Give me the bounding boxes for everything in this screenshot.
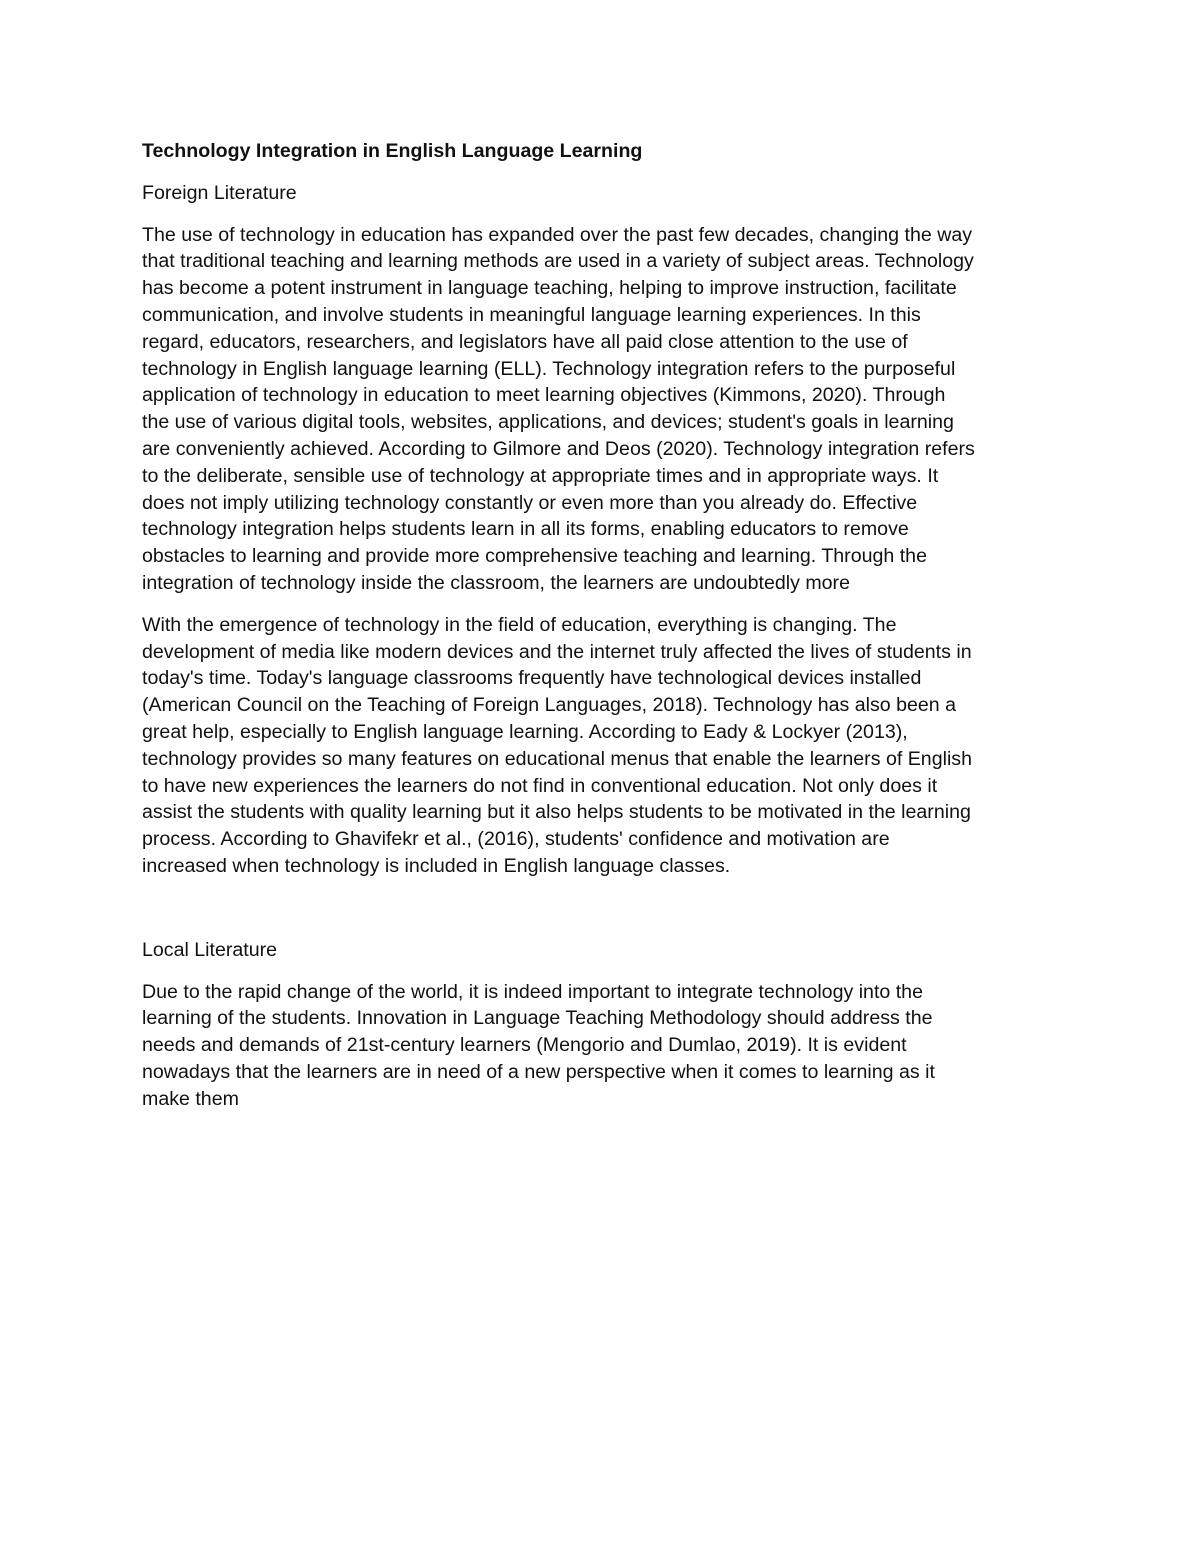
document-body	[142, 138, 1067, 1128]
text-line: Due to the rapid change of the world, it is indeed important to integrate technology into the	[142, 980, 923, 1003]
text-line: are conveniently achieved. According to Gilmore and Deos (2020). Technology integration refers	[142, 437, 975, 460]
text-line: regard, educators, researchers, and legislators have all paid close attention to the use of	[142, 330, 908, 353]
text-line: make them	[142, 1087, 239, 1110]
paragraph	[142, 979, 1067, 1113]
text-line: application of technology in education to meet learning objectives (Kimmons, 2020). Through	[142, 384, 946, 407]
section-heading-local-literature: Local Literature	[142, 938, 278, 961]
text-line: needs and demands of 21st-century learners (Mengorio and Dumlao, 2019). It is evident	[142, 1034, 907, 1057]
text-line: has become a potent instrument in language teaching, helping to improve instruction, facilitate	[142, 277, 957, 300]
text-line: integration of technology inside the classroom, the learners are undoubtedly more	[142, 571, 850, 594]
paragraph	[142, 222, 1067, 597]
text-line: to the deliberate, sensible use of technology at appropriate times and in appropriate ways. It	[142, 464, 939, 487]
section-heading-foreign-literature: Foreign Literature	[142, 181, 297, 204]
text-line: the use of various digital tools, websites, applications, and devices; student's goals in learning	[142, 411, 954, 434]
text-line: increased when technology is included in English language classes.	[142, 854, 731, 877]
text-line: great help, especially to English language learning. According to Eady & Lockyer (2013),	[142, 720, 908, 743]
text-line: nowadays that the learners are in need of a new perspective when it comes to learning as it	[142, 1060, 935, 1083]
text-line: With the emergence of technology in the field of education, everything is changing. The	[142, 613, 897, 636]
text-line: assist the students with quality learning but it also helps students to be motivated in the learning	[142, 801, 971, 824]
text-line: to have new experiences the learners do not find in conventional education. Not only does it	[142, 774, 938, 797]
paragraph	[142, 612, 1067, 880]
text-line: does not imply utilizing technology constantly or even more than you already do. Effective	[142, 491, 918, 514]
text-line: obstacles to learning and provide more comprehensive teaching and learning. Through the	[142, 545, 927, 568]
text-line: technology in English language learning (ELL). Technology integration refers to the purposeful	[142, 357, 956, 380]
text-line: technology provides so many features on educational menus that enable the learners of English	[142, 747, 972, 770]
text-line: The use of technology in education has expanded over the past few decades, changing the way	[142, 223, 973, 246]
document-title: Technology Integration in English Language Learning	[142, 140, 643, 162]
text-line: process. According to Ghavifekr et al., (2016), students' confidence and motivation are	[142, 828, 890, 851]
text-line: communication, and involve students in meaningful language learning experiences. In this	[142, 303, 921, 326]
text-line: learning of the students. Innovation in Language Teaching Methodology should address the	[142, 1007, 933, 1030]
text-line: technology integration helps students learn in all its forms, enabling educators to remove	[142, 518, 909, 541]
text-line: (American Council on the Teaching of Foreign Languages, 2018). Technology has also been a	[142, 694, 957, 717]
blank-space	[142, 895, 1067, 937]
text-line: today's time. Today's language classrooms frequently have technological devices installed	[142, 667, 922, 690]
text-line: that traditional teaching and learning methods are used in a variety of subject areas. Technology	[142, 250, 974, 273]
text-line: development of media like modern devices and the internet truly affected the lives of students in	[142, 640, 972, 663]
